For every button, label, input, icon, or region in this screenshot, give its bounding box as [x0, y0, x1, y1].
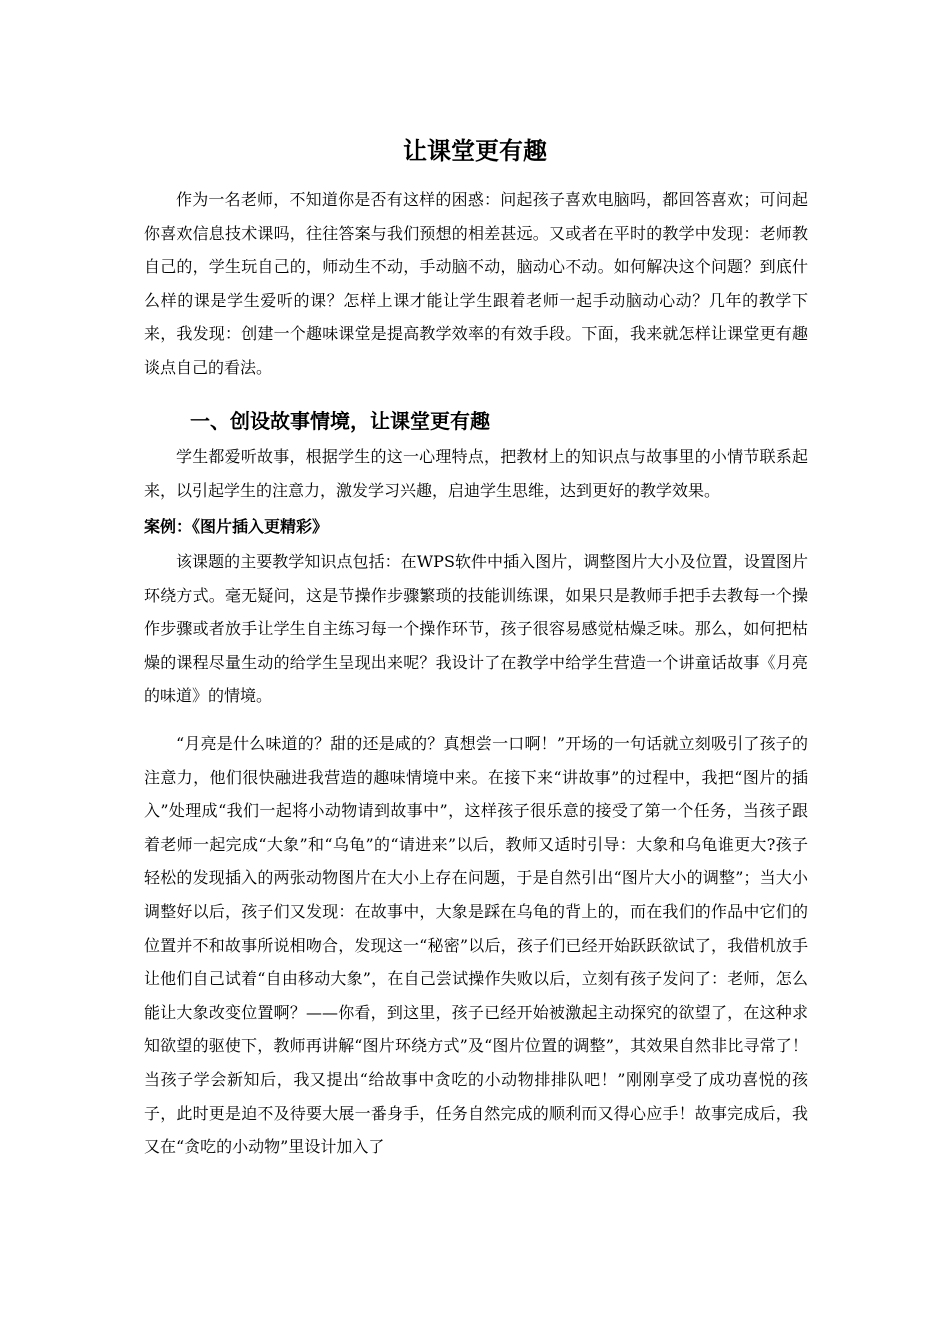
intro-paragraph: 作为一名老师，不知道你是否有这样的困惑：问起孩子喜欢电脑吗，都回答喜欢；可问起你喜欢信息技术课吗，往往答案与我们预想的相差甚远。又或者在平时的教学中发现：老师教自己的，学生玩自己的，师动生不动，手动脑不动，脑动心不动。如何解决这个问题？到底什么样的课是学生爱听的课？怎样上课才能让学生跟着老师一起手动脑动心动？几年的教学下来，我发现：创建一个趣味课堂是提高教学效率的有效手段。下面，我来就怎样让课堂更有趣谈点自己的看法。: [144, 190, 808, 377]
section-heading: 一、创设故事情境，让课堂更有趣: [190, 409, 490, 433]
case-paragraph-1: 该课题的主要教学知识点包括：在WPS软件中插入图片，调整图片大小及位置，设置图片环绕方式。毫无疑问，这是节操作步骤繁琐的技能训练课，如果只是教师手把手去教每一个操作步骤或者放手让学生自主练习每一个操作环节，孩子很容易感觉枯燥乏味。那么，如何把枯燥的课程尽量生动的给学生呈现出来呢？我设计了在教学中给学生营造一个讲童话故事《月亮的味道》的情境。: [144, 552, 808, 706]
section-paragraph: 学生都爱听故事，根据学生的这一心理特点，把教材上的知识点与故事里的小情节联系起来，以引起学生的注意力，激发学习兴趣，启迪学生思维，达到更好的教学效果。: [144, 447, 808, 500]
case-paragraph-2: “月亮是什么味道的？甜的还是咸的？真想尝一口啊！”开场的一句话就立刻吸引了孩子的注意力，他们很快融进我营造的趣味情境中来。在接下来“讲故事”的过程中，我把“图片的插入”处理成“我们一起将小动物请到故事中”，这样孩子很乐意的接受了第一个任务，当孩子跟着老师一起完成“大象”和“乌龟”的“请进来”以后，教师又适时引导：大象和乌龟谁更大?孩子轻松的发现插入的两张动物图片在大小上存在问题，于是自然引出“图片大小的调整”；当大小调整好以后，孩子们又发现：在故事中，大象是踩在乌龟的背上的，而在我们的作品中它们的位置并不和故事所说相吻合，发现这一“秘密”以后，孩子们已经开始跃跃欲试了，我借机放手让他们自己试着“自由移动大象”，在自己尝试操作失败以后，立刻有孩子发问了：老师，怎么能让大象改变位置啊？——你看，到这里，孩子已经开始被激起主动探究的欲望了，在这种求知欲望的驱使下，教师再讲解“图片环绕方式”及“图片位置的调整”，其效果自然非比寻常了！当孩子学会新知后，我又提出“给故事中贪吃的小动物排排队吧！”刚刚享受了成功喜悦的孩子，此时更是迫不及待要大展一番身手，任务自然完成的顺利而又得心应手！故事完成后，我又在“贪吃的小动物”里设计加入了: [144, 734, 808, 1157]
case-label: 案例：《图片插入更精彩》: [144, 517, 329, 536]
document-title: 让课堂更有趣: [403, 137, 547, 165]
